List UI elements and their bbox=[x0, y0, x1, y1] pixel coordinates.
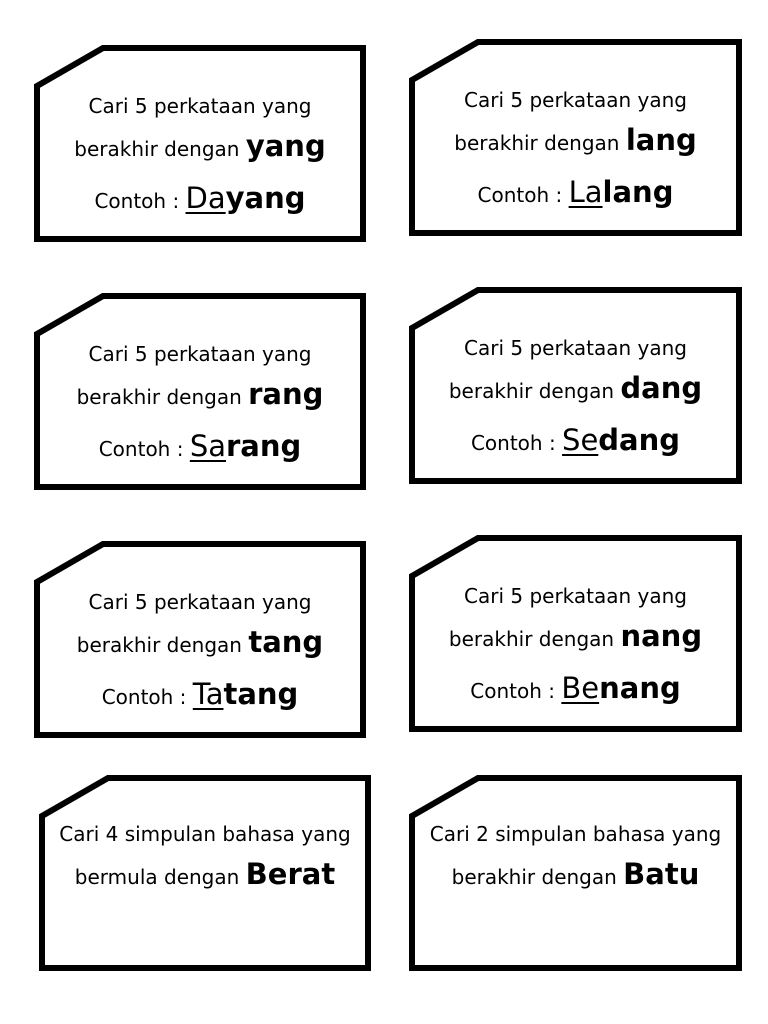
condition-line bbox=[37, 622, 363, 665]
example-prefix: Be bbox=[561, 671, 600, 705]
task-card bbox=[42, 778, 368, 968]
example-line bbox=[412, 665, 739, 714]
condition-line bbox=[412, 120, 739, 163]
example-label: Contoh : bbox=[470, 431, 556, 455]
keyword: yang bbox=[245, 129, 326, 163]
condition-text: berakhir dengan bbox=[76, 385, 242, 409]
condition-text: berakhir dengan bbox=[448, 627, 615, 651]
card-text bbox=[412, 576, 739, 714]
example-line bbox=[412, 169, 739, 218]
example-prefix: La bbox=[568, 175, 603, 209]
condition-line bbox=[37, 126, 363, 169]
keyword: dang bbox=[620, 371, 703, 405]
example-label: Contoh : bbox=[477, 183, 563, 207]
example-suffix: dang bbox=[598, 423, 681, 457]
example-label: Contoh : bbox=[101, 685, 187, 709]
keyword: Berat bbox=[245, 857, 336, 891]
card-text bbox=[37, 334, 363, 472]
task-card bbox=[37, 544, 363, 735]
example-line bbox=[412, 417, 739, 466]
card-text bbox=[412, 80, 739, 218]
condition-text: berakhir dengan bbox=[76, 633, 242, 657]
instruction-line: Cari 2 simpulan bahasa yang bbox=[429, 822, 722, 846]
example-suffix: lang bbox=[602, 175, 674, 209]
condition-text: berakhir dengan bbox=[448, 379, 615, 403]
instruction-line: Cari 5 perkataan yang bbox=[464, 88, 687, 112]
card-text bbox=[412, 814, 739, 897]
instruction-line: Cari 5 perkataan yang bbox=[88, 342, 312, 366]
example-prefix: Ta bbox=[192, 677, 224, 711]
keyword: rang bbox=[248, 377, 324, 411]
condition-line bbox=[37, 374, 363, 417]
example-line bbox=[37, 671, 363, 720]
example-label: Contoh : bbox=[98, 437, 184, 461]
example-suffix: rang bbox=[226, 429, 302, 463]
task-card bbox=[412, 778, 739, 968]
example-prefix: Sa bbox=[189, 429, 226, 463]
instruction-line: Cari 5 perkataan yang bbox=[464, 336, 687, 360]
keyword: Batu bbox=[623, 857, 700, 891]
card-text bbox=[37, 86, 363, 224]
example-line bbox=[37, 175, 363, 224]
example-suffix: tang bbox=[223, 677, 299, 711]
instruction-line: Cari 5 perkataan yang bbox=[88, 94, 312, 118]
task-card bbox=[412, 290, 739, 481]
condition-line bbox=[412, 368, 739, 411]
keyword: nang bbox=[620, 619, 703, 653]
task-card bbox=[37, 296, 363, 487]
instruction-line: Cari 5 perkataan yang bbox=[464, 584, 687, 608]
example-prefix: Se bbox=[562, 423, 599, 457]
condition-text: berakhir dengan bbox=[454, 131, 620, 155]
keyword: lang bbox=[625, 123, 697, 157]
condition-line bbox=[412, 616, 739, 659]
condition-text: berakhir dengan bbox=[451, 865, 617, 889]
task-card bbox=[412, 538, 739, 729]
condition-line bbox=[42, 854, 368, 897]
card-text bbox=[42, 814, 368, 897]
task-card bbox=[37, 48, 363, 239]
instruction-line: Cari 4 simpulan bahasa yang bbox=[59, 822, 351, 846]
example-label: Contoh : bbox=[470, 679, 555, 703]
example-label: Contoh : bbox=[94, 189, 180, 213]
condition-line bbox=[412, 854, 739, 897]
condition-text: berakhir dengan bbox=[74, 137, 240, 161]
instruction-line: Cari 5 perkataan yang bbox=[88, 590, 312, 614]
card-text bbox=[37, 582, 363, 720]
example-suffix: yang bbox=[225, 181, 306, 215]
example-suffix: nang bbox=[599, 671, 681, 705]
condition-text: bermula dengan bbox=[74, 865, 240, 889]
card-text bbox=[412, 328, 739, 466]
example-prefix: Da bbox=[185, 181, 226, 215]
example-line bbox=[37, 423, 363, 472]
task-card bbox=[412, 42, 739, 233]
keyword: tang bbox=[248, 625, 324, 659]
